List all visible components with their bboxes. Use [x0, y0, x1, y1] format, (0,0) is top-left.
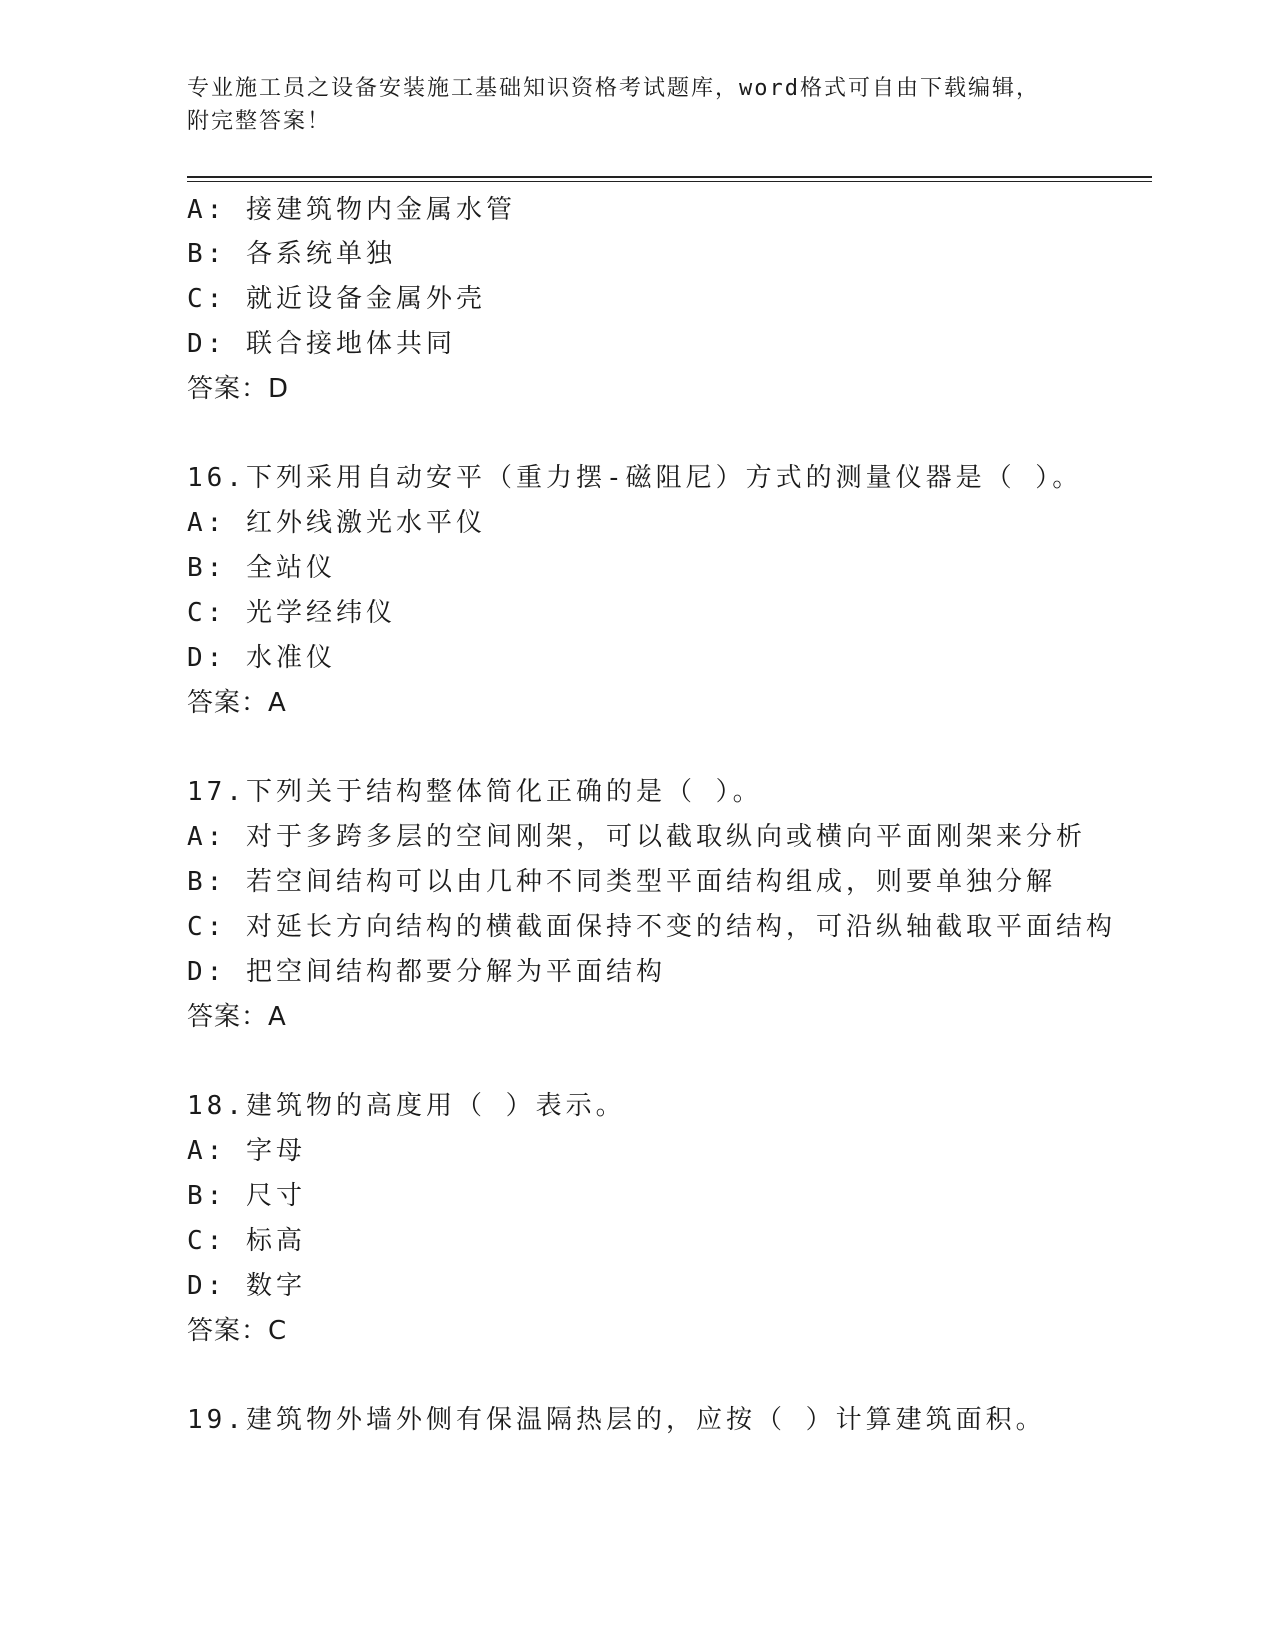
q18-option-c: C: 标高 [187, 1226, 306, 1256]
q15-answer: 答案：D [187, 374, 290, 404]
q15-option-c: C: 就近设备金属外壳 [187, 284, 486, 314]
q15-option-b: B: 各系统单独 [187, 239, 396, 269]
q18-option-b: B: 尺寸 [187, 1181, 306, 1211]
q16-option-c: C: 光学经纬仪 [187, 598, 396, 628]
q18-answer: 答案：C [187, 1316, 288, 1346]
header-divider-thick [187, 176, 1152, 178]
q15-option-d: D: 联合接地体共同 [187, 329, 456, 359]
q18-question: 18.建筑物的高度用（ ）表示。 [187, 1091, 626, 1121]
q17-option-a: A: 对于多跨多层的空间刚架，可以截取纵向或横向平面刚架来分析 [187, 822, 1086, 852]
q16-option-d: D: 水准仪 [187, 643, 336, 673]
document-header [187, 72, 1087, 138]
header-line-2: 附完整答案！ [187, 109, 332, 134]
header-divider-thin [187, 181, 1152, 182]
q18-option-d: D: 数字 [187, 1271, 306, 1301]
q17-option-c: C: 对延长方向结构的横截面保持不变的结构，可沿纵轴截取平面结构 [187, 912, 1116, 942]
q16-question: 16.下列采用自动安平（重力摆-磁阻尼）方式的测量仪器是（ ）。 [187, 463, 1083, 493]
q16-answer: 答案：A [187, 688, 287, 718]
q18-option-a: A: 字母 [187, 1136, 306, 1166]
q16-option-a: A: 红外线激光水平仪 [187, 508, 486, 538]
q17-option-b: B: 若空间结构可以由几种不同类型平面结构组成，则要单独分解 [187, 867, 1056, 897]
q17-question: 17.下列关于结构整体简化正确的是（ ）。 [187, 777, 763, 807]
q17-option-d: D: 把空间结构都要分解为平面结构 [187, 957, 666, 987]
header-line-1: 专业施工员之设备安装施工基础知识资格考试题库，word格式可自由下载编辑， [187, 76, 1040, 101]
q17-answer: 答案：A [187, 1002, 287, 1032]
q15-option-a: A: 接建筑物内金属水管 [187, 195, 516, 225]
q19-question: 19.建筑物外墙外侧有保温隔热层的，应按（ ）计算建筑面积。 [187, 1405, 1046, 1435]
q16-option-b: B: 全站仪 [187, 553, 336, 583]
